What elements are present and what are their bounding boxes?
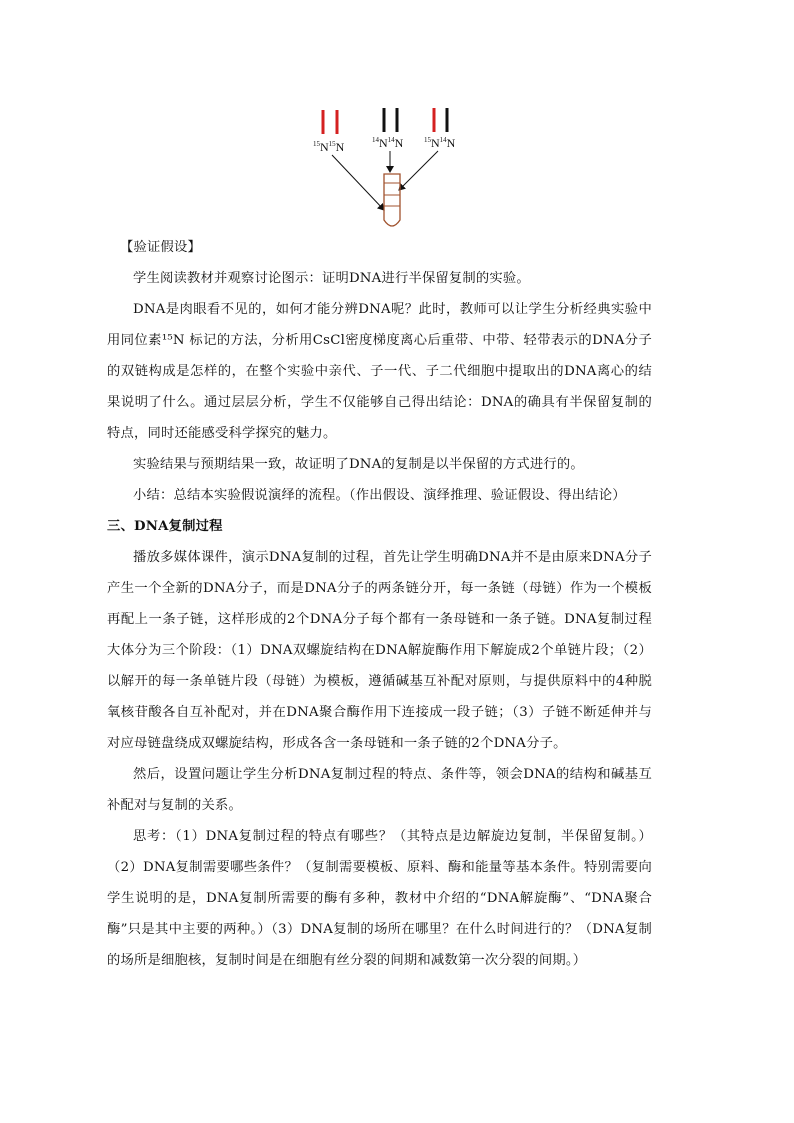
- section-process-p3: 思考：（1）DNA复制过程的特点有哪些？（其特点是边解旋边复制，半保留复制。）（2）DNA复制需要哪些条件？（复制需要模板、原料、酶和能量等基本条件。特别需要向学生说明的是，DNA复制所需要的酶有多种，教材中介绍的“DNA解旋酶”、“DNA聚合酶”只是其中主要的两种。）（3）DNA复制的场所在哪里？在什么时间进行的？（DNA复制的场所是细胞核，复制时间是在细胞有丝分裂的间期和减数第一次分裂的间期。）: [107, 829, 652, 968]
- dna-centrifuge-diagram: [300, 100, 480, 232]
- section-verify-p3: 实验结果与预期结果一致，故证明了DNA的复制是以半保留的方式进行的。: [133, 457, 584, 472]
- section-verify-p1: 学生阅读教材并观察讨论图示：证明DNA进行半保留复制的实验。: [133, 271, 530, 286]
- section-process-p2: 然后，设置问题让学生分析DNA复制过程的特点、条件等，领会DNA的结构和碱基互补配对与复制的关系。: [107, 767, 652, 813]
- label-mid: $^{14}N^{14}N$: [372, 136, 404, 150]
- label-right: $^{15}N^{14}N$: [424, 136, 456, 150]
- arrow-right: [399, 151, 438, 190]
- section-process-p1: 播放多媒体课件，演示DNA复制的过程，首先让学生明确DNA并不是由原来DNA分子产生一个全新的DNA分子，而是DNA分子的两条链分开，每一条链（母链）作为一个模板再配上一条子链，这样形成的2个DNA分子每个都有一条母链和一条子链。DNA复制过程大体分为三个阶段：（1）DNA双螺旋结构在DNA解旋酶作用下解旋成2个单链片段；（2）以解开的每一条单链片段（母链）为模板，遵循碱基互补配对原则，与提供原料中的4种脱氧核苷酸各自互补配对，并在DNA聚合酶作用下连接成一段子链；（3）子链不断延伸并与对应母链盘绕成双螺旋结构，形成各含一条母链和一条子链的2个DNA分子。: [107, 550, 652, 751]
- section-process-title: 三、DNA复制过程: [107, 519, 223, 534]
- label-left: $^{15}N^{15}N$: [313, 140, 345, 154]
- centrifuge-tube: [384, 174, 400, 226]
- section-verify-p4: 小结：总结本实验假说演绎的流程。（作出假设、演绎推理、验证假设、得出结论）: [133, 488, 626, 503]
- section-verify-title: 【验证假设】: [120, 240, 201, 255]
- section-verify-p2: DNA是肉眼看不见的，如何才能分辨DNA呢？此时，教师可以让学生分析经典实验中用同位素¹⁵N 标记的方法，分析用CsCl密度梯度离心后重带、中带、轻带表示的DNA分子的双链构成是怎样的，在整个实验中亲代、子一代、子二代细胞中提取出的DNA离心的结果说明了什么。通过层层分析，学生不仅能够自己得出结论：DNA的确具有半保留复制的特点，同时还能感受科学探究的魅力。: [107, 302, 652, 441]
- arrow-left: [332, 155, 384, 210]
- document-body: [107, 232, 652, 976]
